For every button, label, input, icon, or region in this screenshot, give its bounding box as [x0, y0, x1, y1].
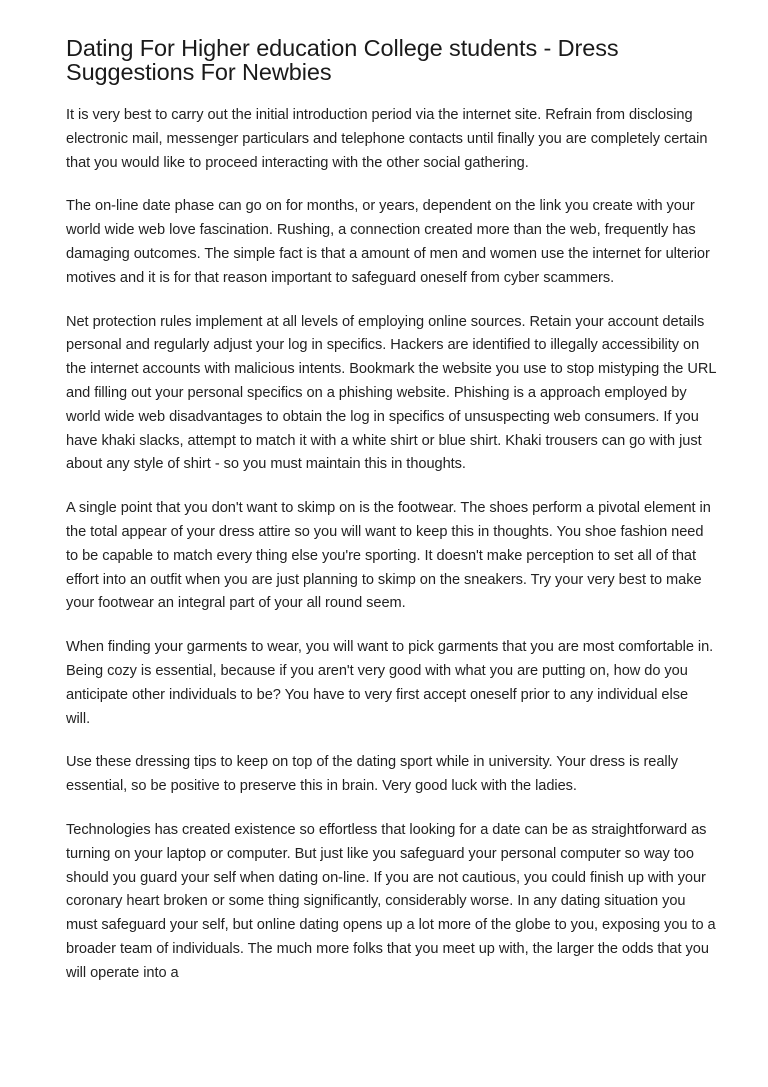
paragraph-dressing-tips: Use these dressing tips to keep on top of the dating sport while in university. Your dress is really essential, so be positive to preserve this in brain. Very good luck with the ladies.: [66, 754, 679, 795]
paragraph-footwear: A single point that you don't want to skimp on is the footwear. The shoes perform a pivotal element in the total appear of your dress attire so you will want to keep this in thoughts. You shoe fashion need to be capable to match every thing else you're sporting. It doesn't make perception to set all of that effort into an outfit when you are just planning to skimp on the sneakers. Try your very best to make your footwear an integral part of your all round seem.: [66, 500, 711, 612]
paragraph-garments: When finding your garments to wear, you will want to pick garments that you are most comfortable in. Being cozy is essential, because if you aren't very good with what you are putting on, how do you anticipate other individuals to be? You have to very first accept oneself prior to any individual else will.: [66, 639, 714, 727]
paragraph-technologies: Technologies has created existence so effortless that looking for a date can be as straightforward as turning on your laptop or computer. But just like you safeguard your personal computer so way too should you guard your self when dating on-line. If you are not cautious, you could finish up with your coronary heart broken or some thing significantly, considerably worse. In any dating situation you must safeguard your self, but online dating opens up a lot more of the globe to you, exposing you to a broader team of individuals. The much more folks that you meet up with, the larger the odds that you will operate into a: [66, 821, 716, 981]
document-title: Dating For Higher education College students - Dress Suggestions For Newbies: [66, 35, 619, 85]
document-body: [66, 104, 716, 986]
paragraph-online-date-phase: The on-line date phase can go on for months, or years, dependent on the link you create with your world wide web love fascination. Rushing, a connection created more than the web, frequently has damaging outcomes. The simple fact is that a amount of men and women use the internet for ulterior motives and it is for that reason important to safeguard oneself from cyber scammers.: [66, 198, 710, 286]
paragraph-introduction: It is very best to carry out the initial introduction period via the internet site. Refrain from disclosing electronic mail, messenger particulars and telephone contacts until finally you are completely certain that you would like to proceed interacting with the other social gathering.: [66, 107, 708, 171]
paragraph-net-protection: Net protection rules implement at all levels of employing online sources. Retain your account details personal and regularly adjust your log in specifics. Hackers are identified to illegally accessibility on the internet accounts with malicious intents. Bookmark the website you use to stop mistyping the URL and filling out your personal specifics on a phishing website. Phishing is a approach employed by world wide web disadvantages to obtain the log in specifics of unsuspecting web consumers. If you have khaki slacks, attempt to match it with a white shirt or blue shirt. Khaki trousers can go with just about any style of shirt - so you must maintain this in thoughts.: [66, 313, 716, 473]
